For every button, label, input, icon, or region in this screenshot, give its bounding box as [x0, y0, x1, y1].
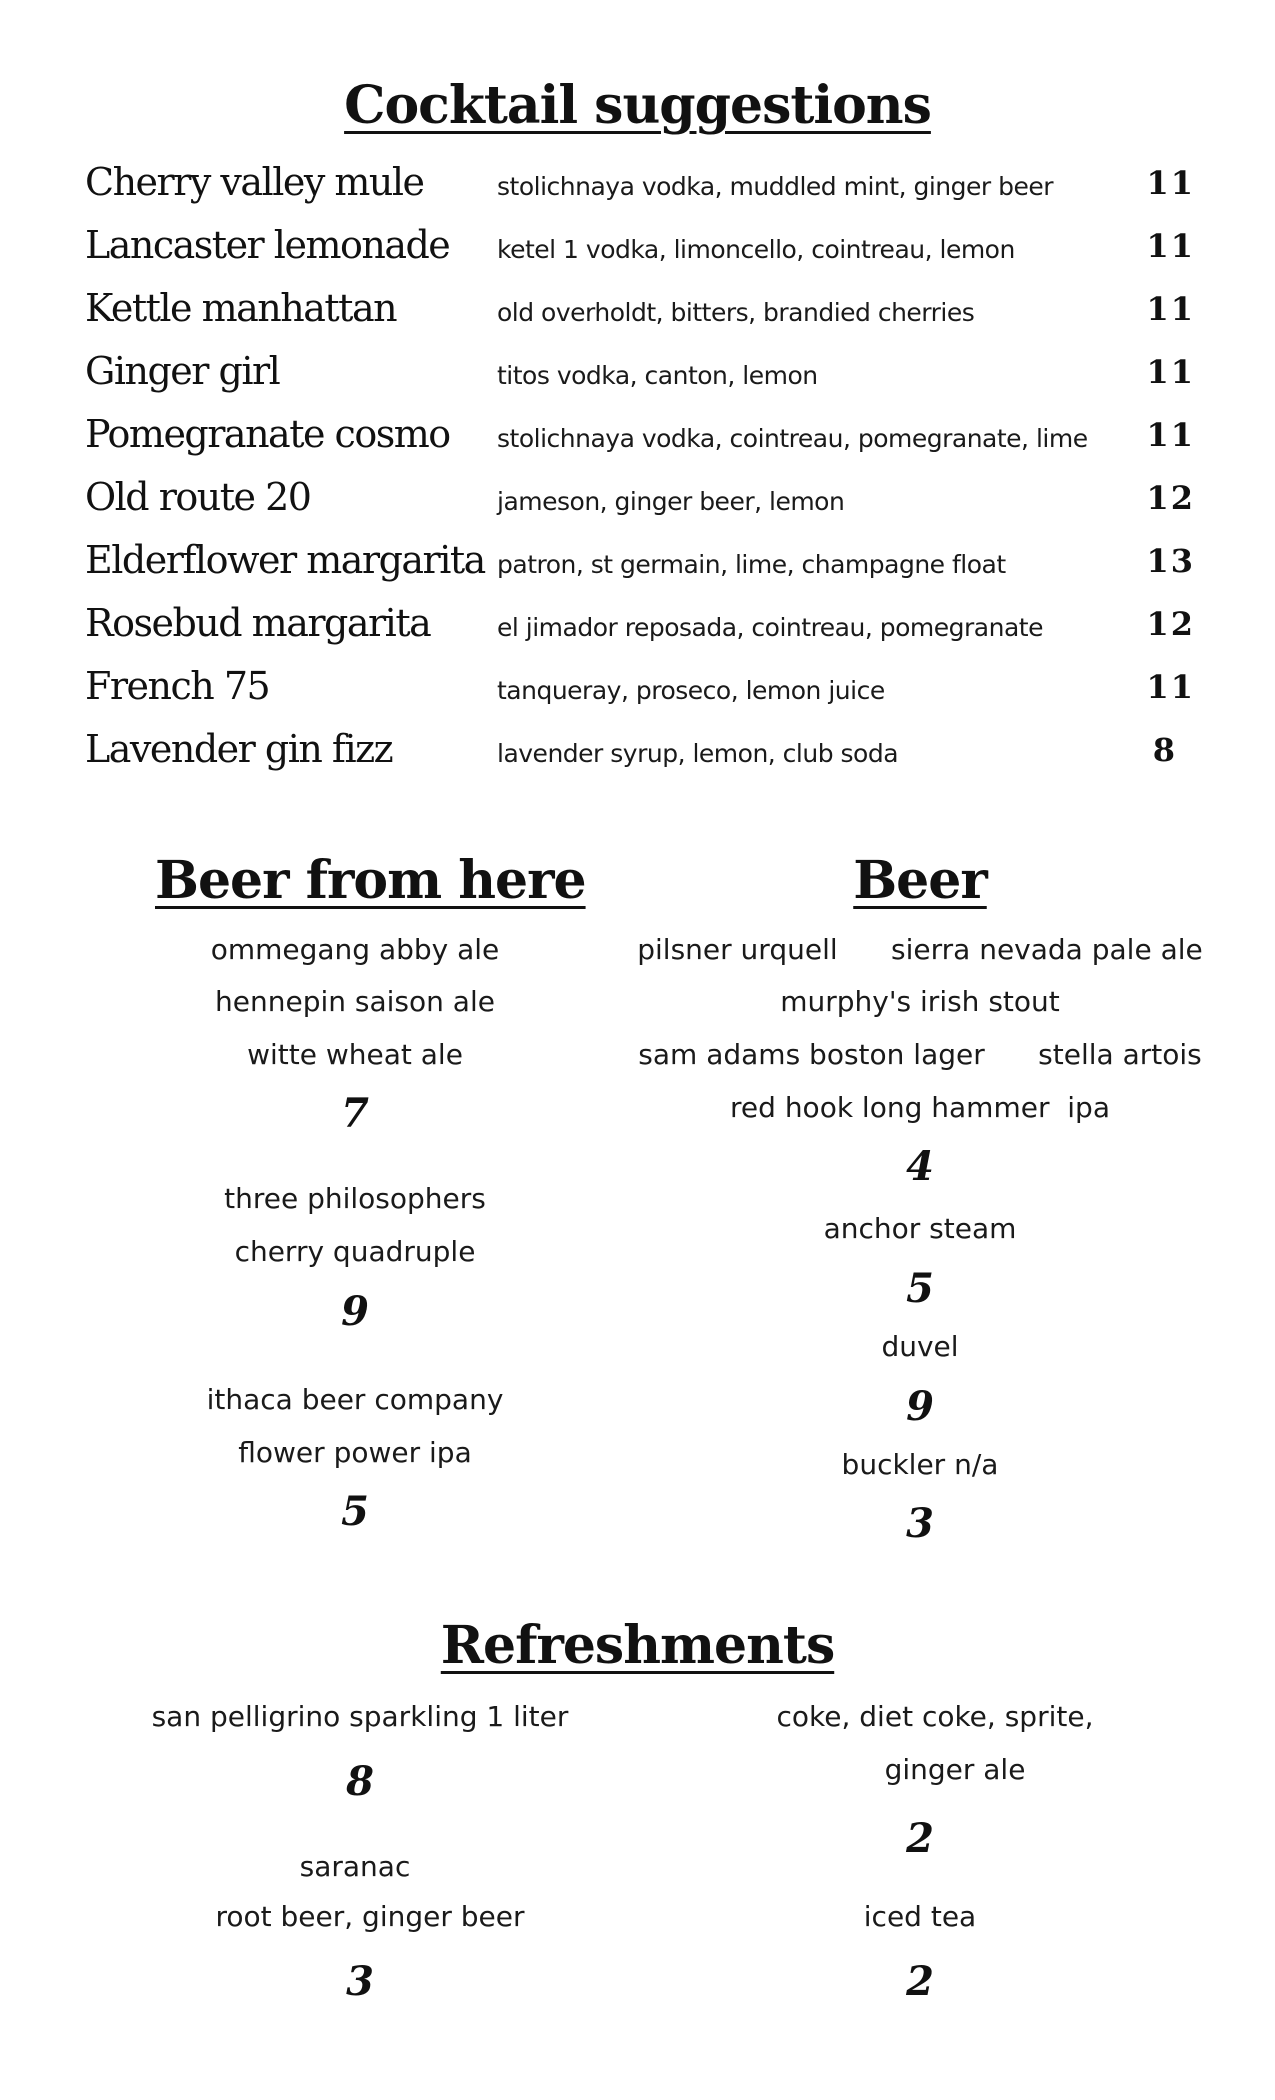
cocktail-item: [85, 727, 1195, 789]
cocktail-name: Rosebud margarita: [85, 601, 431, 645]
cocktail-price: 12: [1146, 479, 1195, 517]
beer-price: 9: [906, 1383, 934, 1430]
cocktail-item: [85, 286, 1195, 348]
cocktail-description: patron, st germain, lime, champagne float: [497, 550, 1006, 579]
beer-local-price: 9: [341, 1288, 369, 1335]
beer-line: buckler n/a: [841, 1448, 999, 1481]
cocktail-item: [85, 664, 1195, 726]
beer-local-price: 5: [341, 1488, 369, 1535]
refreshment-price: 8: [346, 1758, 374, 1805]
refreshment-line: san pelligrino sparkling 1 liter: [151, 1700, 569, 1733]
cocktail-price: 11: [1146, 668, 1195, 706]
beer-local-line: witte wheat ale: [247, 1038, 463, 1071]
cocktail-price: 11: [1146, 164, 1195, 202]
cocktail-name: Lancaster lemonade: [85, 223, 450, 267]
cocktail-name: Pomegranate cosmo: [85, 412, 450, 456]
beer-heading: Beer: [853, 850, 987, 911]
refreshment-line: iced tea: [863, 1900, 977, 1933]
cocktail-description: old overholdt, bitters, brandied cherries: [497, 298, 975, 327]
beer-local-line: cherry quadruple: [234, 1235, 476, 1268]
refreshment-price: 2: [906, 1958, 934, 2005]
beer-line: anchor steam: [823, 1212, 1017, 1245]
refreshment-line: root beer, ginger beer: [215, 1900, 525, 1933]
beer-local-line: ommegang abby ale: [210, 933, 500, 966]
cocktail-name: Kettle manhattan: [85, 286, 397, 330]
cocktail-name: Lavender gin fizz: [85, 727, 393, 771]
cocktail-description: lavender syrup, lemon, club soda: [497, 739, 899, 768]
cocktail-description: jameson, ginger beer, lemon: [497, 487, 845, 516]
cocktail-item: [85, 223, 1195, 285]
cocktail-price: 11: [1146, 290, 1195, 328]
beer-local-price: 7: [341, 1090, 369, 1137]
cocktail-name: French 75: [85, 664, 270, 708]
cocktail-item: [85, 601, 1195, 663]
cocktail-price: 8: [1152, 731, 1177, 769]
beer-line: sam adams boston lager stella artois: [638, 1038, 1202, 1071]
refreshment-line: coke, diet coke, sprite,: [776, 1700, 1094, 1733]
beer-line: pilsner urquell sierra nevada pale ale: [637, 933, 1203, 966]
beer-price: 5: [906, 1265, 934, 1312]
beer-line: murphy's irish stout: [780, 985, 1060, 1018]
cocktail-item: [85, 538, 1195, 600]
beer-price: 4: [906, 1143, 934, 1190]
cocktail-name: Old route 20: [85, 475, 311, 519]
cocktail-price: 11: [1146, 227, 1195, 265]
cocktail-price: 12: [1146, 605, 1195, 643]
cocktail-description: ketel 1 vodka, limoncello, cointreau, lemon: [497, 235, 1015, 264]
beer-local-line: hennepin saison ale: [215, 985, 495, 1018]
refreshment-price: 3: [346, 1958, 374, 2005]
cocktail-name: Elderflower margarita: [85, 538, 485, 582]
refreshment-line: saranac: [299, 1850, 411, 1883]
refreshments-heading: Refreshments: [440, 1615, 835, 1676]
cocktail-item: [85, 475, 1195, 537]
beer-local-line: flower power ipa: [238, 1436, 472, 1469]
cocktail-heading: Cocktail suggestions: [344, 75, 931, 136]
beer-local-line: three philosophers: [224, 1182, 486, 1215]
beer-line: duvel: [881, 1330, 959, 1363]
cocktail-item: [85, 160, 1195, 222]
beer-local-line: ithaca beer company: [206, 1383, 504, 1416]
cocktail-name: Cherry valley mule: [85, 160, 424, 204]
cocktail-description: titos vodka, canton, lemon: [497, 361, 818, 390]
cocktail-description: stolichnaya vodka, muddled mint, ginger beer: [497, 172, 1054, 201]
refreshment-line: ginger ale: [884, 1753, 1026, 1786]
refreshment-price: 2: [906, 1815, 934, 1862]
beer-line: red hook long hammer ipa: [730, 1091, 1110, 1124]
beer-local-heading: Beer from here: [155, 850, 586, 911]
cocktail-price: 11: [1146, 353, 1195, 391]
cocktail-price: 11: [1146, 416, 1195, 454]
beer-price: 3: [906, 1500, 934, 1547]
cocktail-price: 13: [1146, 542, 1195, 580]
cocktail-description: stolichnaya vodka, cointreau, pomegranate, lime: [497, 424, 1088, 453]
cocktail-description: el jimador reposada, cointreau, pomegranate: [497, 613, 1043, 642]
cocktail-item: [85, 349, 1195, 411]
cocktail-description: tanqueray, proseco, lemon juice: [497, 676, 885, 705]
cocktail-name: Ginger girl: [85, 349, 280, 393]
cocktail-item: [85, 412, 1195, 474]
